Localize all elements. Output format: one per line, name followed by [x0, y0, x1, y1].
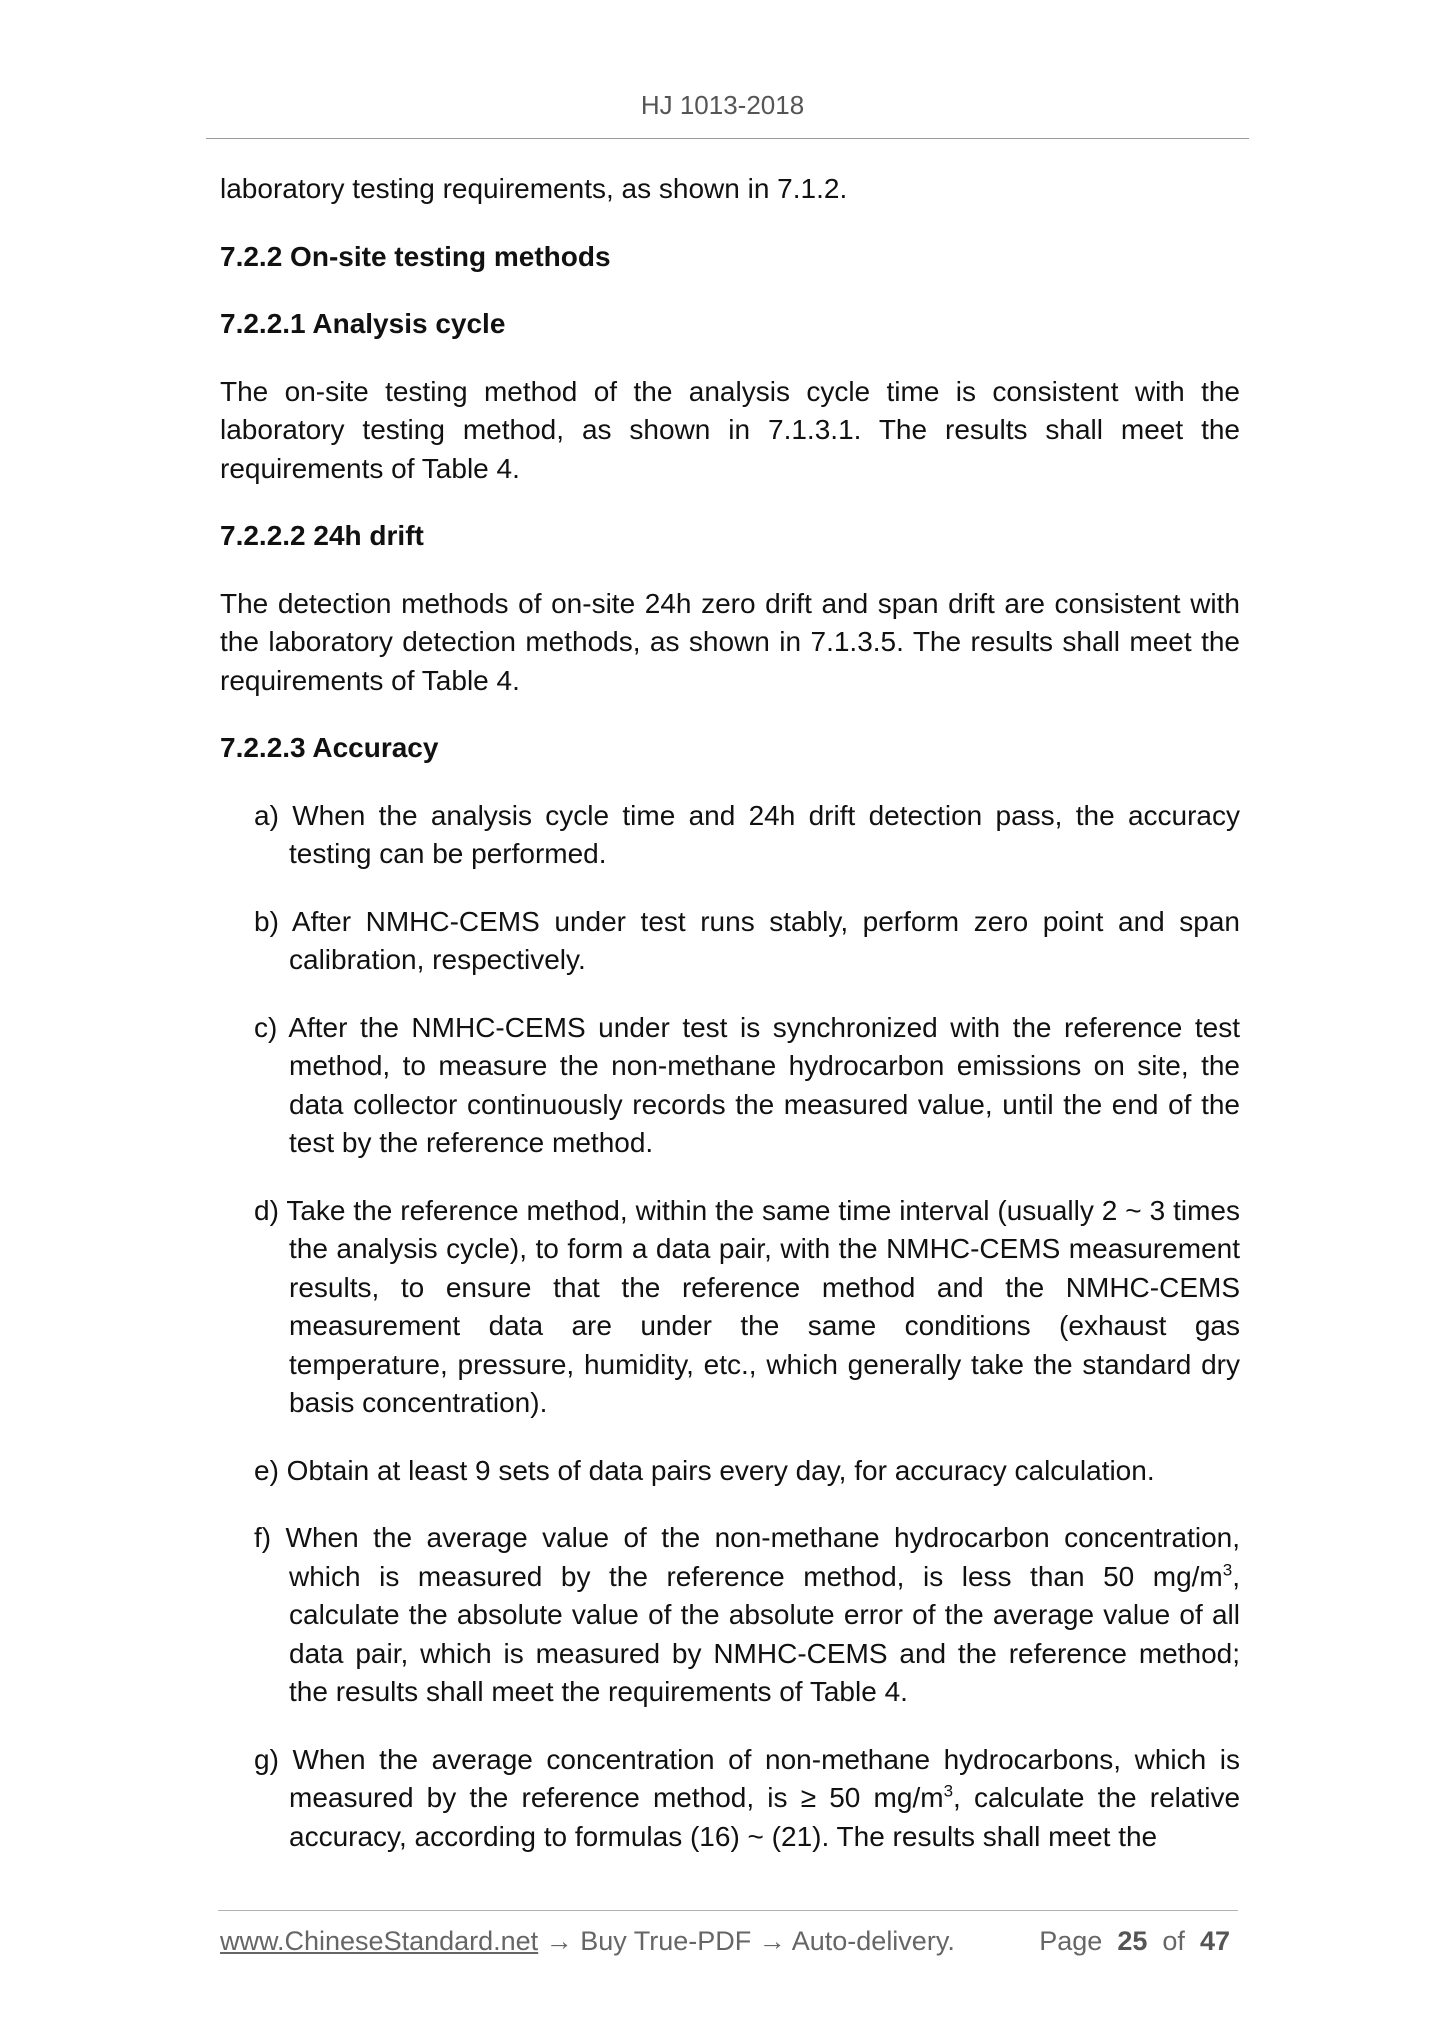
- section-heading-accuracy: 7.2.2.3 Accuracy: [220, 732, 439, 763]
- page-header-title: HJ 1013-2018: [640, 90, 805, 120]
- page-total: 47: [1199, 1926, 1230, 1956]
- list-item-g-text-cont: , calculate the relative accuracy, according to formulas (16) ~ (21). The results shall meet the: [289, 1782, 1241, 1852]
- page-label: Page: [1039, 1926, 1103, 1956]
- list-item-f: [254, 1519, 1240, 1712]
- list-item-c: c) After the NMHC-CEMS under test is synchronized with the reference test method, to measure the non-methane hydrocarbon emissions on site, the data collector continuously records the measured value, until the end of the test by the reference method.: [254, 1011, 1240, 1158]
- page-of-label: of: [1162, 1926, 1185, 1956]
- list-item-g-text: g) When the average concentration of non-methane hydrocarbons, which is measured by the reference method, is ≥ 50 mg/m: [254, 1743, 1240, 1813]
- header-divider: [206, 138, 1249, 139]
- section-heading-24h-drift: 7.2.2.2 24h drift: [220, 520, 424, 551]
- paragraph-24h-drift: The detection methods of on-site 24h zero drift and span drift are consistent with the laboratory detection methods, as shown in 7.1.3.5. The results shall meet the requirements of Table 4.: [220, 587, 1240, 696]
- paragraph-analysis-cycle: The on-site testing method of the analysis cycle time is consistent with the laboratory testing method, as shown in 7.1.3.1. The results shall meet the requirements of Table 4.: [220, 375, 1240, 484]
- footer-divider: [218, 1910, 1238, 1911]
- list-item-b: b) After NMHC-CEMS under test runs stably, perform zero point and span calibration, respectively.: [254, 905, 1240, 975]
- list-item-a: a) When the analysis cycle time and 24h drift detection pass, the accuracy testing can be performed.: [254, 799, 1240, 869]
- footer-tagline: → Buy True-PDF → Auto-delivery.: [538, 1926, 955, 1956]
- superscript-cubed: 3: [1222, 1560, 1233, 1580]
- superscript-cubed: 3: [943, 1781, 954, 1801]
- paragraph-lab-requirements: laboratory testing requirements, as shown in 7.1.2.: [220, 173, 848, 204]
- list-item-g: [254, 1741, 1240, 1857]
- document-body: [220, 170, 1240, 1885]
- page-current: 25: [1117, 1926, 1148, 1956]
- list-item-d: d) Take the reference method, within the same time interval (usually 2 ~ 3 times the analysis cycle), to form a data pair, with the NMHC-CEMS measurement results, to ensure that the reference method and the NMHC-CEMS measurement data are under the same conditions (exhaust gas temperature, pressure, humidity, etc., which generally take the standard dry basis concentration).: [254, 1194, 1240, 1418]
- section-heading-onsite-methods: 7.2.2 On-site testing methods: [220, 240, 611, 272]
- website-link[interactable]: www.ChineseStandard.net: [220, 1926, 539, 1956]
- list-item-e: e) Obtain at least 9 sets of data pairs every day, for accuracy calculation.: [254, 1454, 1155, 1486]
- list-item-f-text-cont: , calculate the absolute value of the absolute error of the average value of all data pair, which is measured by NMHC-CEMS and the reference method; the results shall meet the requirements of Table 4.: [289, 1560, 1240, 1707]
- page-number: [1039, 1926, 1230, 1957]
- footer-promo: [220, 1926, 955, 1957]
- section-heading-analysis-cycle: 7.2.2.1 Analysis cycle: [220, 308, 506, 339]
- list-item-f-text: f) When the average value of the non-methane hydrocarbon concentration, which is measured by the reference method, is less than 50 mg/m: [254, 1522, 1240, 1592]
